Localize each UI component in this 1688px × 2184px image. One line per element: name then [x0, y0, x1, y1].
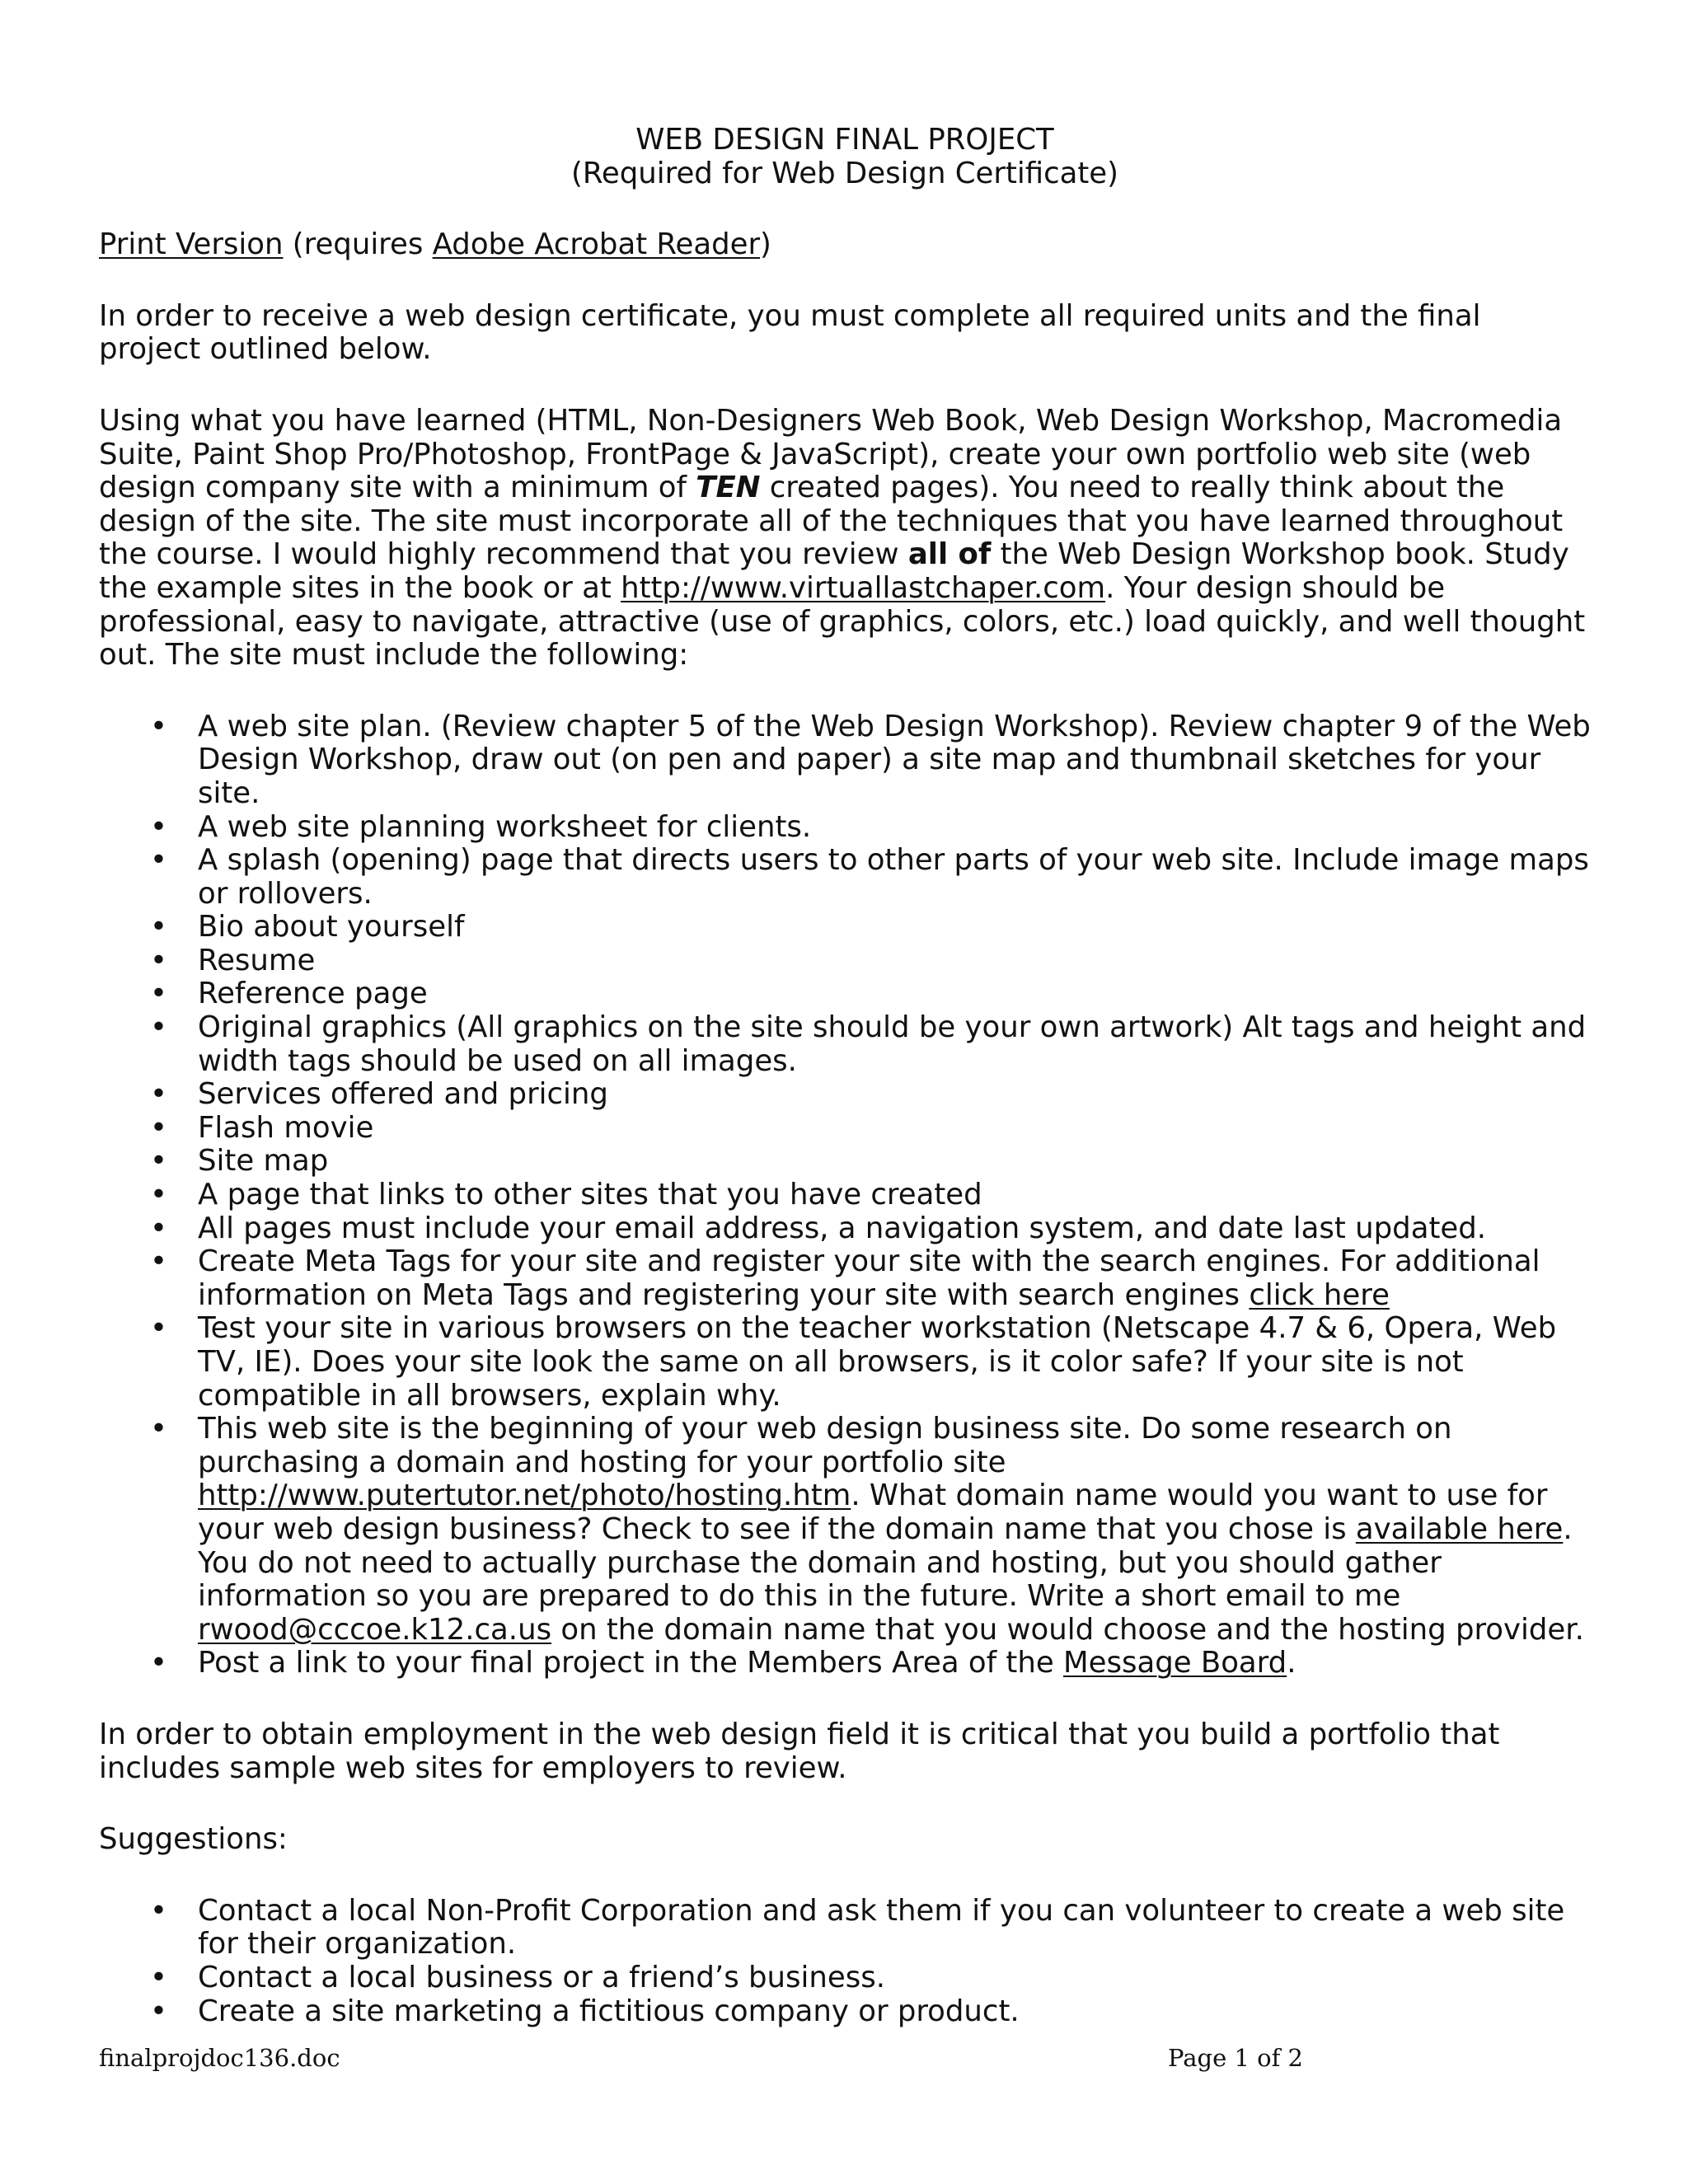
list-item-text: Original graphics (All graphics on the site should be your own artwork) Alt tags and height and width tags should be used on all images. — [198, 1010, 1587, 1078]
print-version-text: (requires — [283, 227, 433, 262]
list-item — [99, 1011, 1591, 1078]
bullet-icon: • — [150, 1244, 167, 1279]
adobe-acrobat-reader-link[interactable]: Adobe Acrobat Reader — [432, 227, 761, 262]
document-title — [99, 124, 1591, 190]
list-item-text: on the domain name that you would choose and the hosting provider. — [551, 1612, 1584, 1647]
instructions-text-3: the Web Design Workshop book. Study the example sites in the book or at — [99, 537, 1569, 605]
list-item — [99, 811, 1591, 845]
list-item-text: This web site is the beginning of your web design business site. Do some research on purchasing a domain and hosting for your portfolio site — [198, 1412, 1452, 1479]
bullet-icon: • — [150, 1412, 167, 1446]
list-item — [99, 1112, 1591, 1146]
available-here-link[interactable]: available here — [1355, 1511, 1564, 1546]
print-version-line — [99, 228, 1591, 262]
bullet-icon: • — [150, 1010, 167, 1045]
list-item-text: Flash movie — [198, 1110, 374, 1145]
list-item-text: A splash (opening) page that directs users to other parts of your web site. Include image maps or rollovers. — [198, 843, 1589, 911]
list-item-text: A web site plan. (Review chapter 5 of the Web Design Workshop). Review chapter 9 of the Web Design Workshop, draw out (on pen and paper) a site map and thumbnail sketches for your site. — [198, 709, 1591, 810]
list-item — [99, 977, 1591, 1011]
bullet-icon: • — [150, 1144, 167, 1179]
instructions-text-1: Using what you have learned (HTML, Non-Designers Web Book, Web Design Workshop, Macromedia Suite, Paint Shop Pro/Photoshop, FrontPage & JavaScript), create your own portfolio web site (web design company site with a minimum of — [99, 403, 1563, 505]
list-item — [99, 1647, 1591, 1680]
list-item — [99, 944, 1591, 978]
all-of-emphasis: all of — [907, 537, 992, 572]
bullet-icon: • — [150, 1077, 167, 1112]
instructions-text-2: created pages). You need to really think about the design of the site. The site must incorporate all of the techniques that you have learned throughout the course. I would highly recommend that you review — [99, 471, 1564, 572]
list-item — [99, 1078, 1591, 1112]
bullet-icon: • — [150, 1994, 167, 2028]
title-line-2: (Required for Web Design Certificate) — [570, 156, 1118, 190]
message-board-link[interactable]: Message Board — [1062, 1646, 1287, 1680]
list-item-text: A web site planning worksheet for clients. — [198, 809, 812, 844]
list-item — [99, 1212, 1591, 1246]
list-item — [99, 1961, 1591, 1995]
list-item-text: Reference page — [198, 977, 428, 1011]
requirements-list — [99, 710, 1591, 1680]
list-item-text: Resume — [198, 943, 316, 977]
list-item — [99, 1179, 1591, 1212]
list-item-text: . — [1287, 1646, 1296, 1680]
footer-filename: finalprojdoc136.doc — [99, 2044, 340, 2072]
email-link[interactable]: rwood@cccoe.k12.ca.us — [198, 1612, 552, 1647]
list-item — [99, 1312, 1591, 1413]
ten-emphasis: TEN — [696, 471, 761, 505]
list-item — [99, 1145, 1591, 1179]
list-item — [99, 1413, 1591, 1647]
bullet-icon: • — [150, 1110, 167, 1145]
bullet-icon: • — [150, 1960, 167, 1994]
list-item-text: . You do not need to actually purchase the domain and hosting, but you should gather information so you are prepared to do this in the future. Write a short email to me — [198, 1511, 1573, 1614]
bullet-icon: • — [150, 910, 167, 944]
suggestions-heading: Suggestions: — [99, 1822, 288, 1857]
list-item — [99, 1245, 1591, 1312]
list-item — [99, 1995, 1591, 2029]
bullet-icon: • — [150, 1211, 167, 1245]
list-item-text: Test your site in various browsers on the teacher workstation (Netscape 4.7 & 6, Opera, Web TV, IE). Does your site look the same on all browsers, is it color safe? If your site is not compatible in all browsers, explain why. — [198, 1311, 1557, 1413]
putertutor-hosting-link[interactable]: http://www.putertutor.net/photo/hosting.htm — [198, 1479, 851, 1513]
bullet-icon: • — [150, 977, 167, 1011]
meta-tags-click-here-link[interactable]: click here — [1249, 1277, 1390, 1312]
list-item-text: Create a site marketing a fictitious company or product. — [198, 1994, 1020, 2028]
employment-paragraph: In order to obtain employment in the web design field it is critical that you build a portfolio that includes sample web sites for employers to review. — [99, 1717, 1500, 1785]
suggestions-list — [99, 1895, 1591, 2028]
list-item — [99, 911, 1591, 944]
virtuallastchaper-link[interactable]: http://www.virtuallastchaper.com — [621, 570, 1106, 605]
list-item-text: Contact a local business or a friend’s business. — [198, 1960, 885, 1994]
bullet-icon: • — [150, 709, 167, 743]
bullet-icon: • — [150, 809, 167, 844]
list-item — [99, 710, 1591, 811]
bullet-icon: • — [150, 843, 167, 878]
list-item-text: Post a link to your final project in the Members Area of the — [198, 1646, 1063, 1680]
document-page — [99, 124, 1591, 2028]
list-item — [99, 1895, 1591, 1961]
list-item — [99, 844, 1591, 911]
list-item-text: . What domain name would you want to use for your web design business? Check to see if the domain name that you chose is — [198, 1479, 1548, 1546]
list-item-text: A page that links to other sites that you have created — [198, 1178, 982, 1212]
list-item-text: Contact a local Non-Profit Corporation and ask them if you can volunteer to create a web site for their organization. — [198, 1893, 1565, 1961]
list-item-text: Bio about yourself — [198, 910, 465, 944]
instructions-paragraph — [99, 405, 1591, 673]
footer-page-number: Page 1 of 2 — [1168, 2044, 1303, 2072]
bullet-icon: • — [150, 1893, 167, 1928]
intro-paragraph: In order to receive a web design certificate, you must complete all required units and the final project outlined below. — [99, 298, 1481, 367]
list-item-text: Site map — [198, 1144, 329, 1179]
bullet-icon: • — [150, 1178, 167, 1212]
instructions-text-4: . Your design should be professional, easy to navigate, attractive (use of graphics, colors, etc.) load quickly, and well thought out. The site must include the following: — [99, 570, 1586, 673]
print-version-link[interactable]: Print Version — [99, 227, 284, 262]
bullet-icon: • — [150, 943, 167, 977]
print-version-text-end: ) — [760, 227, 771, 262]
bullet-icon: • — [150, 1311, 167, 1346]
list-item-text: Services offered and pricing — [198, 1077, 608, 1112]
list-item-text: All pages must include your email address, a navigation system, and date last updated. — [198, 1211, 1487, 1245]
bullet-icon: • — [150, 1646, 167, 1680]
list-item-text: Create Meta Tags for your site and register your site with the search engines. For additional information on Meta Tags and registering your site with search engines — [198, 1244, 1540, 1312]
title-line-1: WEB DESIGN FINAL PROJECT — [635, 123, 1054, 157]
